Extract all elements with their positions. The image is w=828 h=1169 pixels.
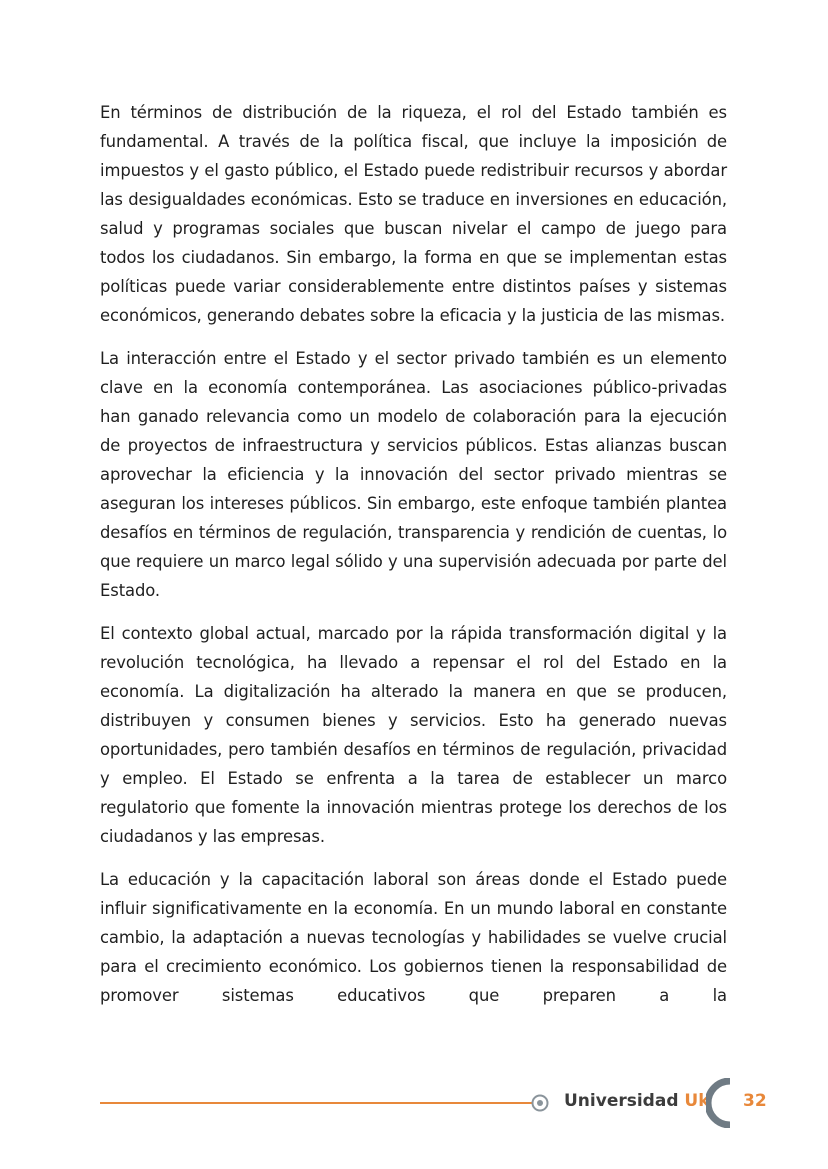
page-body <box>100 98 727 1024</box>
logo-text: Universidad <box>564 1091 679 1111</box>
paragraph-1: En términos de distribución de la riqueza, el rol del Estado también es fundamental. A través de la política fiscal, que incluye la imposición de impuestos y el gasto público, el Estado puede redistribuir recursos y abordar las desigualdades económicas. Esto se traduce en inversiones en educación, salud y programas sociales que buscan nivelar el campo de juego para todos los ciudadanos. Sin embargo, la forma en que se implementan estas políticas puede variar considerablemente entre distintos países y sistemas económicos, generando debates sobre la eficacia y la justicia de las mismas. <box>100 103 727 325</box>
page-number: 32 <box>743 1091 767 1111</box>
paragraph-2: La interacción entre el Estado y el sector privado también es un elemento clave en la economía contemporánea. Las asociaciones público-privadas han ganado relevancia como un modelo de colaboración para la ejecución de proyectos de infraestructura y servicios públicos. Estas alianzas buscan aprovechar la eficiencia y la innovación del sector privado mientras se aseguran los intereses públicos. Sin embargo, este enfoque también plantea desafíos en términos de regulación, transparencia y rendición de cuentas, lo que requiere un marco legal sólido y una supervisión adecuada por parte del Estado. <box>100 349 727 600</box>
paragraph-4: La educación y la capacitación laboral son áreas donde el Estado puede influir significativamente en la economía. En un mundo laboral en constante cambio, la adaptación a nuevas tecnologías y habilidades se vuelve crucial para el crecimiento económico. Los gobiernos tienen la responsabilidad de promover sistemas educativos que preparen a la <box>100 870 727 1005</box>
footer-divider <box>100 1102 532 1104</box>
logo-accent: Uk <box>684 1091 710 1111</box>
target-icon <box>531 1094 549 1112</box>
bracket-arc-icon <box>706 1078 736 1128</box>
paragraph-3: El contexto global actual, marcado por la rápida transformación digital y la revolución tecnológica, ha llevado a repensar el rol del Estado en la economía. La digitalización ha alterado la manera en que se producen, distribuyen y consumen bienes y servicios. Esto ha generado nuevas oportunidades, pero también desafíos en términos de regulación, privacidad y empleo. El Estado se enfrenta a la tarea de establecer un marco regulatorio que fomente la innovación mientras protege los derechos de los ciudadanos y las empresas. <box>100 624 727 846</box>
footer-logo <box>564 1091 710 1111</box>
